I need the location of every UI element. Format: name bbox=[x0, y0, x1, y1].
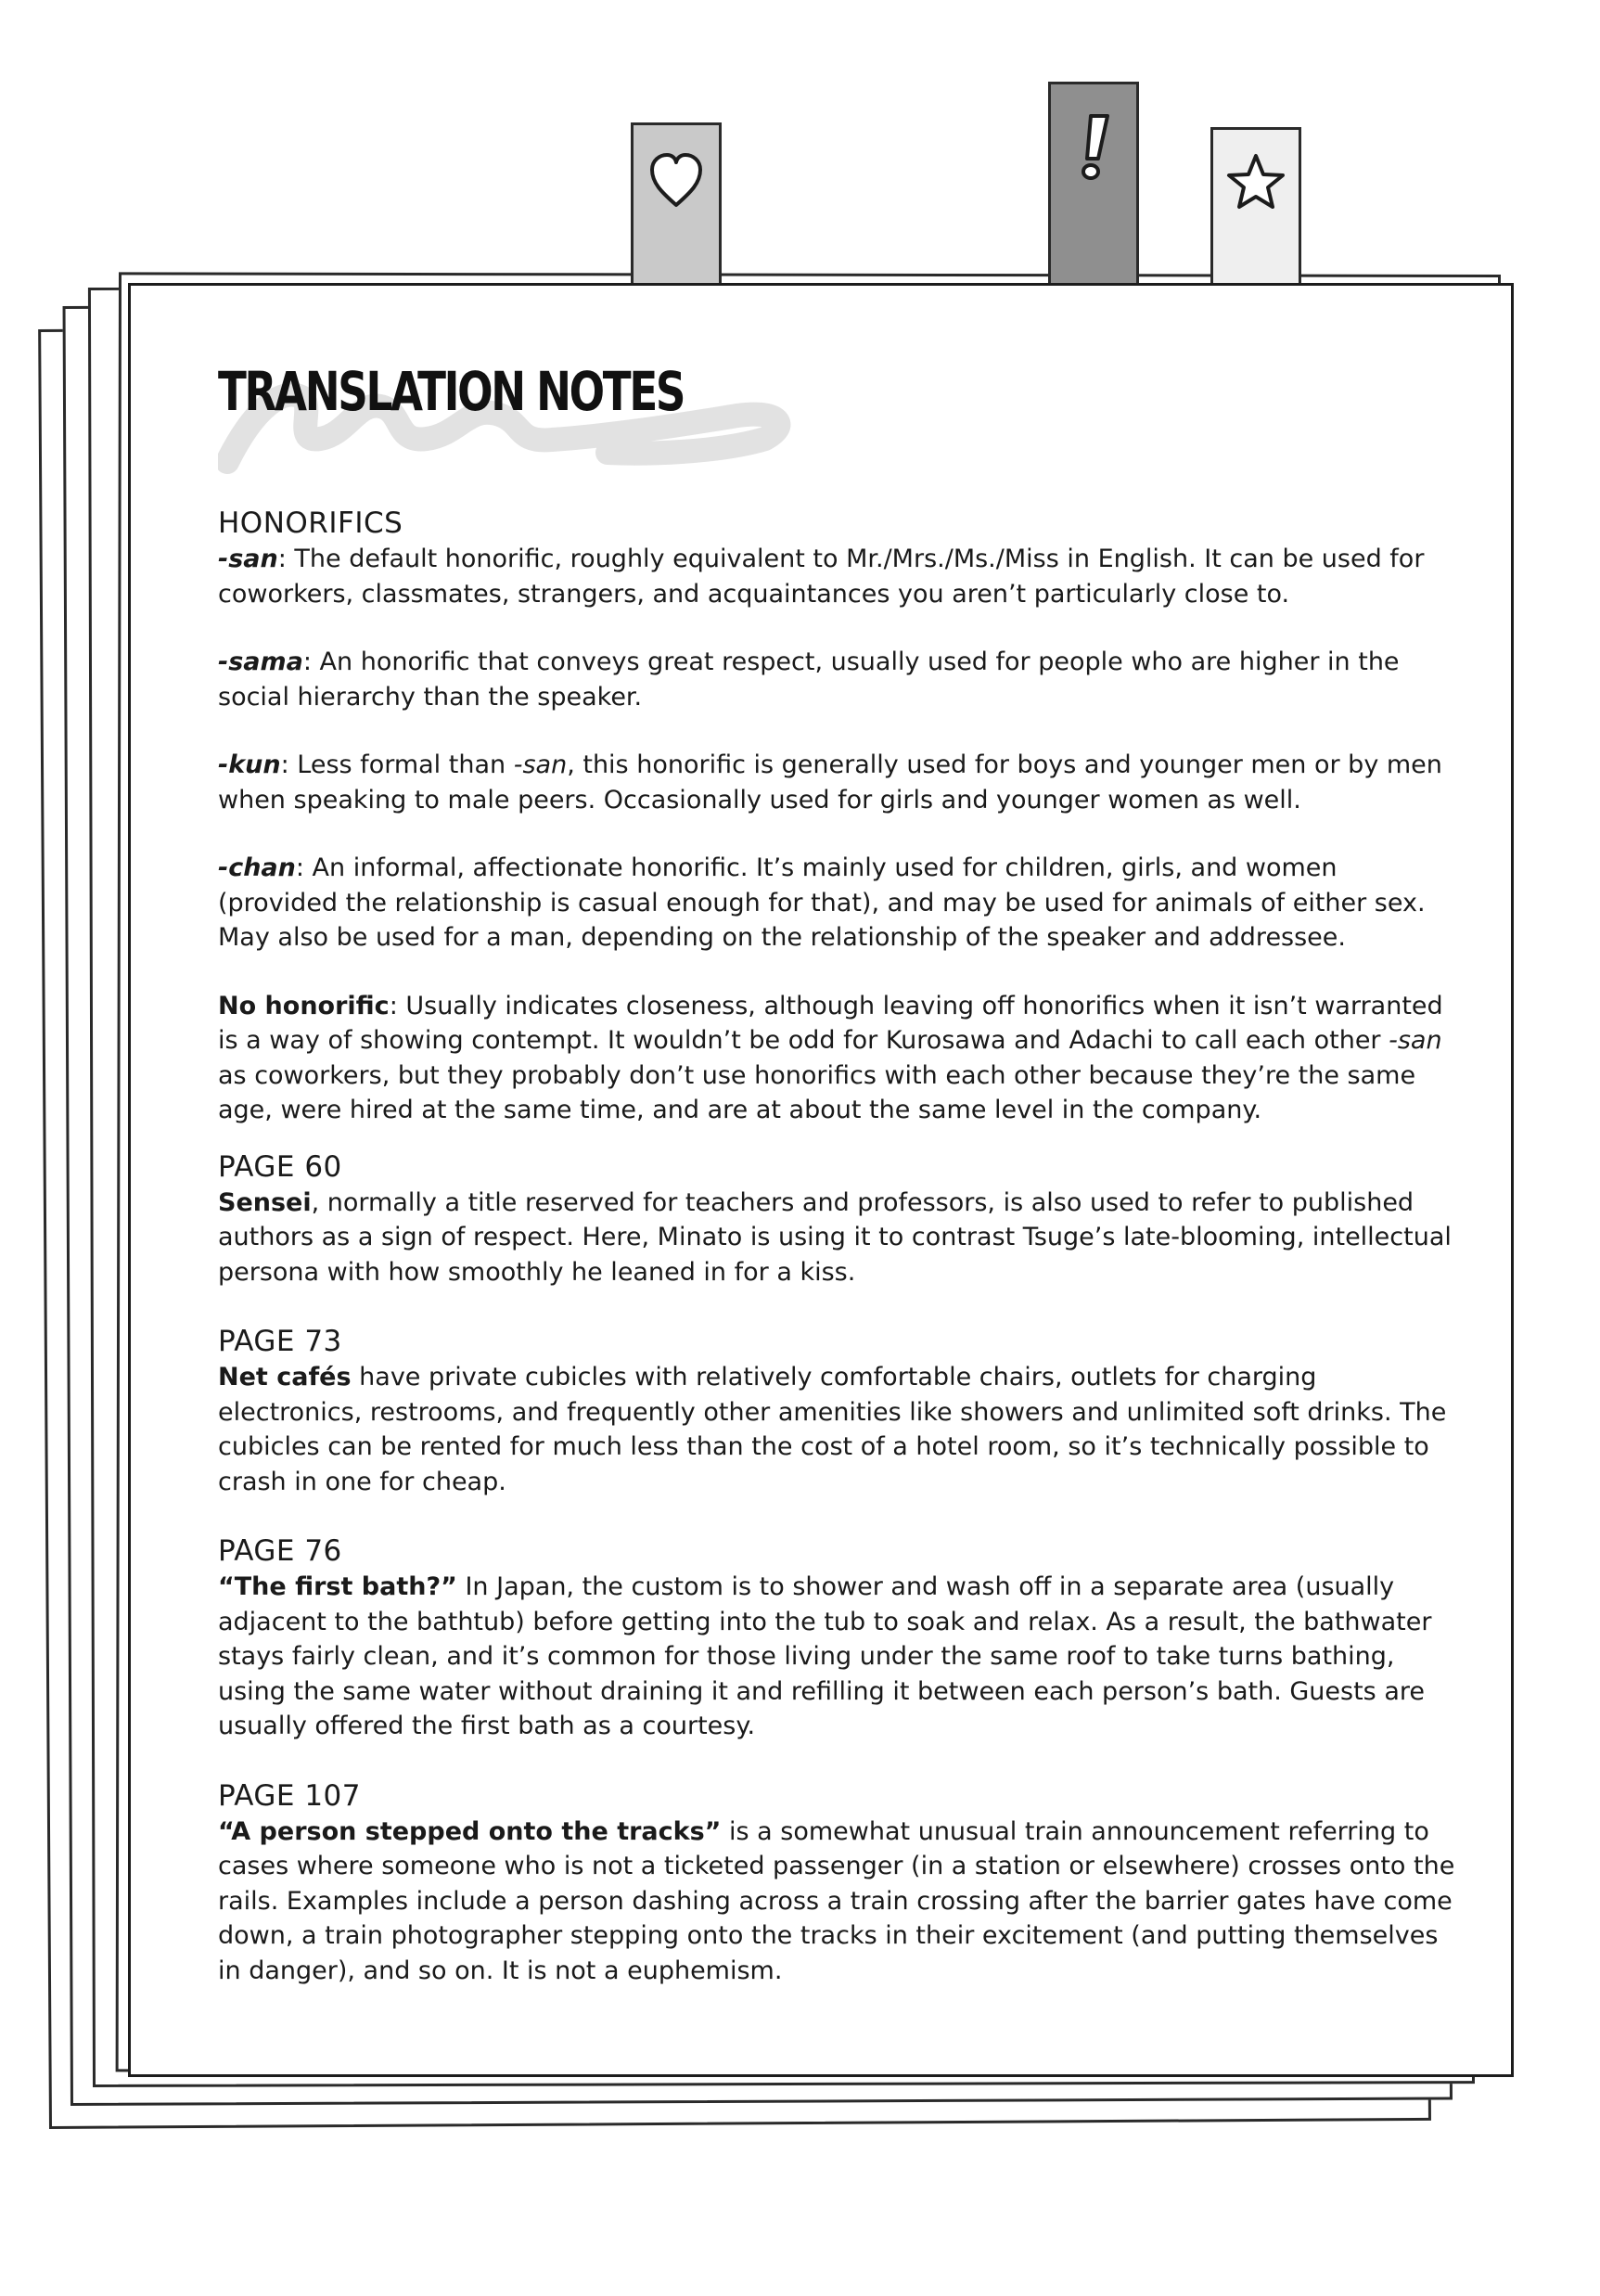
note-text: have private cubicles with relatively comfortable chairs, outlets for charging electronics, restrooms, and frequently other amenities like showers and unlimited soft drinks. The cubicles can be rented for much less than the cost of a hotel room, so it’s technically possible to crash in one for cheap. bbox=[218, 1363, 1447, 1496]
note-italic: -san bbox=[513, 750, 568, 779]
note-text: : Less formal than bbox=[280, 750, 514, 779]
note-text: : An informal, affectionate honorific. It’s mainly used for children, girls, and women (provided the relationship is casual enough for that), and may be used for animals of either sex. May also be used for a man, depending on the relationship of the speaker and addressee. bbox=[218, 853, 1426, 952]
exclamation-icon bbox=[1070, 110, 1117, 185]
note-text: In Japan, the custom is to shower and wash off in a separate area (usually adjacent to the bathtub) before getting into the tub to soak and relax. As a result, the bathwater stays fairly clean, and it’s common for those living under the same roof to take turns bathing, using the same water without draining it and refilling it between each person’s bath. Guests are usually offered the first bath as a courtesy. bbox=[218, 1572, 1432, 1740]
note-italic: -san bbox=[1389, 1026, 1442, 1055]
note-term: Net cafés bbox=[218, 1363, 352, 1392]
note-page-60 bbox=[218, 1186, 1461, 1290]
note-text: is a somewhat unusual train announcement referring to cases where someone who is not a ticketed passenger (in a station or elsewhere) crosses onto the rails. Examples include a person dashing across a train crossing after the barrier gates have come down, a train photographer stepping onto the tracks in their excitement (and putting themselves in danger), and so on. It is not a euphemism. bbox=[218, 1816, 1455, 1985]
note-kun bbox=[218, 748, 1461, 817]
page-title: TRANSLATION NOTES bbox=[218, 360, 685, 423]
heart-icon bbox=[648, 151, 704, 211]
section-heading-page-107: PAGE 107 bbox=[218, 1778, 362, 1813]
note-term: -san bbox=[218, 545, 278, 573]
section-heading-honorifics: HONORIFICS bbox=[218, 507, 403, 540]
note-term: -kun bbox=[218, 750, 281, 779]
note-no-honorific bbox=[218, 989, 1461, 1128]
note-text: : The default honorific, roughly equivalent to Mr./Mrs./Ms./Miss in English. It can be used for coworkers, classmates, strangers, and acquaintances you aren’t particularly close to. bbox=[218, 545, 1425, 609]
note-term: -chan bbox=[218, 853, 296, 882]
section-heading-page-60: PAGE 60 bbox=[218, 1149, 342, 1184]
bookmark-tab-exclamation bbox=[1048, 82, 1139, 286]
notes-page bbox=[128, 283, 1514, 2077]
note-sama bbox=[218, 645, 1461, 714]
note-page-107 bbox=[218, 1815, 1461, 1989]
section-heading-page-73: PAGE 73 bbox=[218, 1325, 342, 1358]
note-term: “A person stepped onto the tracks” bbox=[218, 1816, 722, 1846]
note-page-73 bbox=[218, 1360, 1461, 1499]
note-text: : Usually indicates closeness, although leaving off honorifics when it isn’t warranted is a way of showing contempt. It wouldn’t be odd for Kurosawa and Adachi to call each other bbox=[218, 991, 1443, 1055]
note-text: , normally a title reserved for teachers and professors, is also used to refer to published authors as a sign of respect. Here, Minato is using it to contrast Tsuge’s late-blooming, intellectual persona with how smoothly he leaned in for a kiss. bbox=[218, 1187, 1452, 1287]
star-icon bbox=[1223, 150, 1288, 215]
section-heading-page-76: PAGE 76 bbox=[218, 1534, 342, 1568]
note-term: “The first bath?” bbox=[218, 1572, 457, 1601]
title-block bbox=[218, 351, 812, 481]
note-page-76 bbox=[218, 1570, 1461, 1744]
note-term: -sama bbox=[218, 648, 303, 676]
note-term: No honorific bbox=[218, 991, 390, 1020]
note-term: Sensei bbox=[218, 1187, 312, 1217]
notes-content bbox=[218, 505, 1461, 1988]
note-chan bbox=[218, 851, 1461, 956]
note-text: as coworkers, but they probably don’t use honorifics with each other because they’re the same age, were hired at the same time, and are at about the same level in the company. bbox=[218, 1060, 1416, 1124]
note-san bbox=[218, 542, 1461, 611]
note-text: , this honorific is generally used for boys and younger men or by men when speaking to male peers. Occasionally used for girls and younger women as well. bbox=[218, 750, 1442, 815]
note-text: : An honorific that conveys great respect, usually used for people who are higher in the social hierarchy than the speaker. bbox=[218, 648, 1400, 712]
bookmark-tab-star bbox=[1210, 127, 1301, 287]
bookmark-tab-heart bbox=[631, 122, 722, 289]
